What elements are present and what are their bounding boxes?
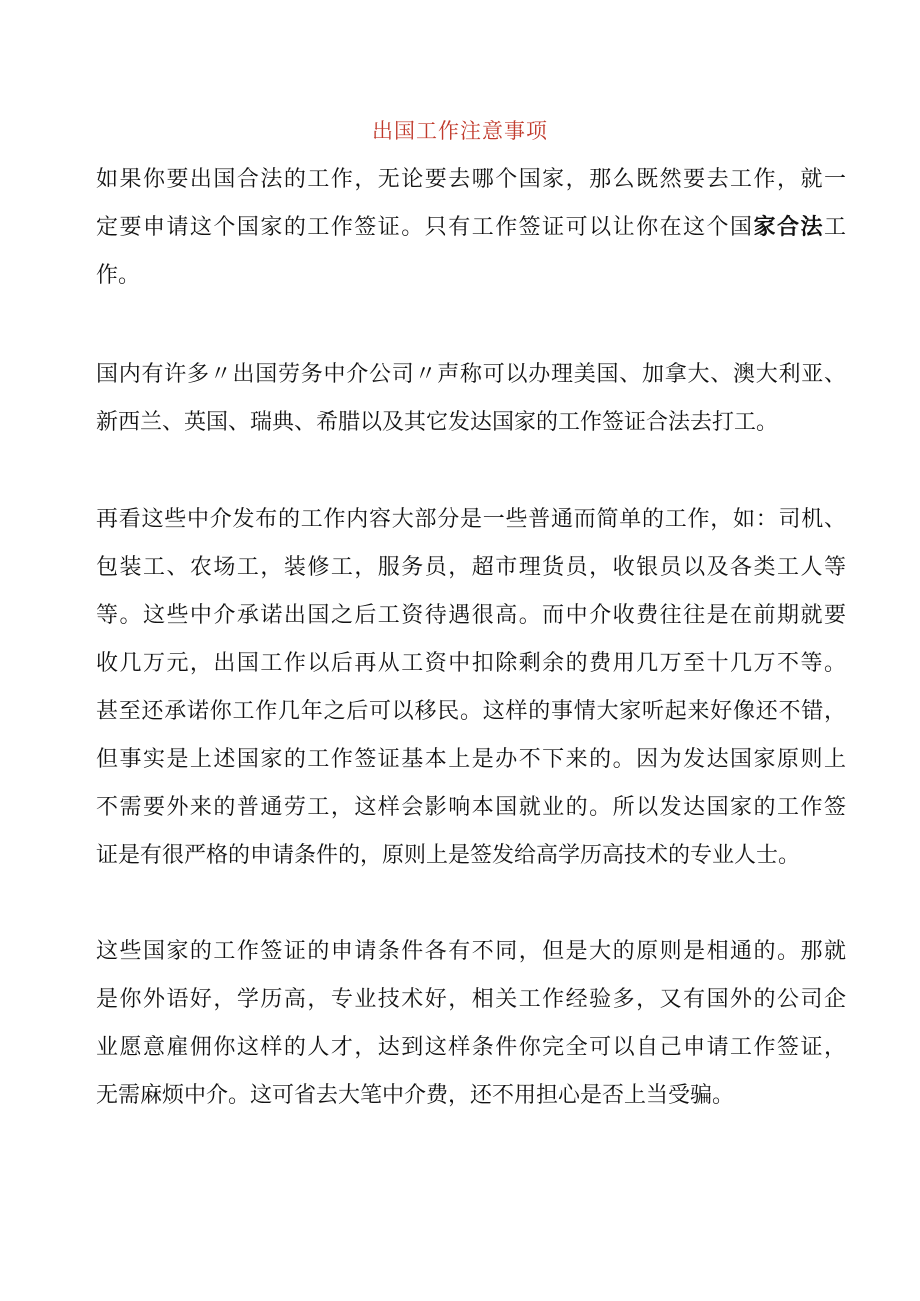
paragraph-3-line-2: 包装工、农场工，装修工，服务员，超市理货员，收银员以及各类工人等	[96, 555, 846, 580]
paragraph-4-line-1: 这些国家的工作签证的申请条件各有不同，但是大的原则是相通的。那就	[96, 939, 846, 964]
paragraph-3-line-6: 但事实是上述国家的工作签证基本上是办不下来的。因为发达国家原则上	[96, 747, 846, 772]
paragraph-1-line-2-text: 定要申请这个国家的工作签证。只有工作签证可以让你在这个国	[96, 215, 754, 240]
paragraph-3-line-8: 证是有很严格的申请条件的，原则上是签发给高学历高技术的专业人士。	[96, 843, 801, 868]
paragraph-3-line-3: 等。这些中介承诺出国之后工资待遇很高。而中介收费往往是在前期就要	[96, 603, 846, 628]
paragraph-2-line-1: 国内有许多〃出国劳务中介公司〃声称可以办理美国、加拿大、澳大利亚、	[96, 362, 846, 387]
paragraph-4-line-3: 业愿意雇佣你这样的人才，达到这样条件你完全可以自己申请工作签证，	[96, 1035, 846, 1060]
paragraph-3-line-7: 不需要外来的普通劳工，这样会影响本国就业的。所以发达国家的工作签	[96, 795, 846, 820]
paragraph-3-line-1: 再看这些中介发布的工作内容大部分是一些普通而简单的工作，如：司机、	[96, 507, 846, 532]
document-title: 出国工作注意事项	[372, 119, 548, 143]
paragraph-4-line-2: 是你外语好，学历高，专业技术好，相关工作经验多，又有国外的公司企	[96, 987, 846, 1012]
paragraph-3-line-4: 收几万元，出国工作以后再从工资中扣除剩余的费用几万至十几万不等。	[96, 651, 846, 676]
paragraph-3-line-5: 甚至还承诺你工作几年之后可以移民。这样的事情大家听起来好像还不错，	[96, 699, 846, 724]
paragraph-1-bold-text: 家合法	[753, 215, 824, 240]
paragraph-1-line-3: 作。	[96, 263, 141, 288]
paragraph-2-line-2: 新西兰、英国、瑞典、希腊以及其它发达国家的工作签证合法去打工。	[96, 410, 779, 435]
paragraph-1-line-2	[96, 213, 846, 243]
paragraph-4-line-4: 无需麻烦中介。这可省去大笔中介费，还不用担心是否上当受骗。	[96, 1083, 735, 1108]
paragraph-1-line-1: 如果你要出国合法的工作，无论要去哪个国家，那么既然要去工作，就一	[96, 167, 846, 192]
paragraph-1-line-2-end: 工	[823, 215, 846, 240]
